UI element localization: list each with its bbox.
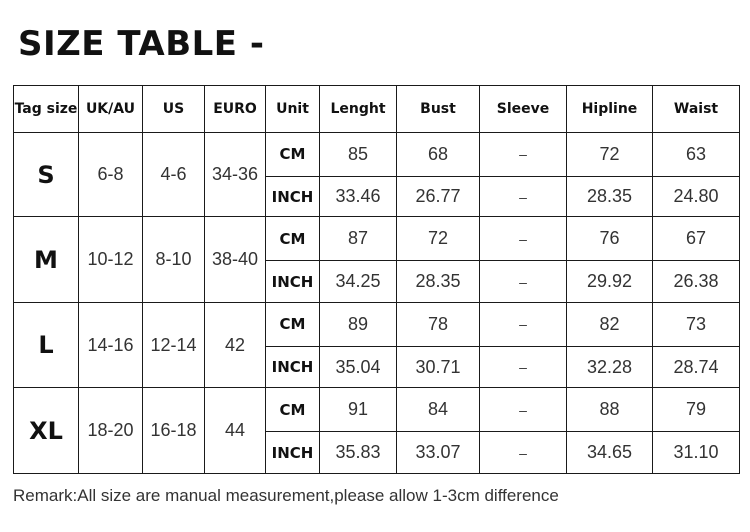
header-lenght: Lenght <box>320 86 397 133</box>
sleeve-value: – <box>480 261 567 303</box>
uk-au-value: 18-20 <box>79 388 143 474</box>
waist-value: 31.10 <box>653 432 740 474</box>
size-table <box>13 85 740 474</box>
lenght-value: 85 <box>320 133 397 177</box>
hipline-value: 88 <box>567 388 653 432</box>
table-row <box>14 133 740 177</box>
header-euro: EURO <box>205 86 266 133</box>
lenght-value: 35.83 <box>320 432 397 474</box>
header-sleeve: Sleeve <box>480 86 567 133</box>
unit-inch: INCH <box>266 176 320 217</box>
hipline-value: 29.92 <box>567 261 653 303</box>
sleeve-value: – <box>480 388 567 432</box>
size-tag: L <box>14 302 79 387</box>
sleeve-value: – <box>480 302 567 346</box>
waist-value: 26.38 <box>653 261 740 303</box>
bust-value: 33.07 <box>397 432 480 474</box>
waist-value: 67 <box>653 217 740 261</box>
waist-value: 24.80 <box>653 176 740 217</box>
bust-value: 84 <box>397 388 480 432</box>
bust-value: 78 <box>397 302 480 346</box>
waist-value: 79 <box>653 388 740 432</box>
header-uk-au: UK/AU <box>79 86 143 133</box>
hipline-value: 34.65 <box>567 432 653 474</box>
uk-au-value: 10-12 <box>79 217 143 302</box>
lenght-value: 89 <box>320 302 397 346</box>
header-tag-size: Tag size <box>14 86 79 133</box>
bust-value: 72 <box>397 217 480 261</box>
lenght-value: 87 <box>320 217 397 261</box>
lenght-value: 33.46 <box>320 176 397 217</box>
table-row <box>14 302 740 346</box>
hipline-value: 28.35 <box>567 176 653 217</box>
size-tag: XL <box>14 388 79 474</box>
unit-inch: INCH <box>266 346 320 388</box>
us-value: 12-14 <box>143 302 205 387</box>
uk-au-value: 6-8 <box>79 133 143 217</box>
bust-value: 28.35 <box>397 261 480 303</box>
us-value: 4-6 <box>143 133 205 217</box>
header-waist: Waist <box>653 86 740 133</box>
size-tag: S <box>14 133 79 217</box>
unit-cm: CM <box>266 217 320 261</box>
euro-value: 38-40 <box>205 217 266 302</box>
waist-value: 28.74 <box>653 346 740 388</box>
lenght-value: 91 <box>320 388 397 432</box>
header-hipline: Hipline <box>567 86 653 133</box>
header-unit: Unit <box>266 86 320 133</box>
waist-value: 63 <box>653 133 740 177</box>
waist-value: 73 <box>653 302 740 346</box>
header-us: US <box>143 86 205 133</box>
unit-cm: CM <box>266 133 320 177</box>
header-bust: Bust <box>397 86 480 133</box>
bust-value: 68 <box>397 133 480 177</box>
unit-inch: INCH <box>266 432 320 474</box>
us-value: 16-18 <box>143 388 205 474</box>
unit-cm: CM <box>266 302 320 346</box>
sleeve-value: – <box>480 346 567 388</box>
sleeve-value: – <box>480 133 567 177</box>
lenght-value: 35.04 <box>320 346 397 388</box>
us-value: 8-10 <box>143 217 205 302</box>
hipline-value: 72 <box>567 133 653 177</box>
sleeve-value: – <box>480 176 567 217</box>
table-row <box>14 388 740 432</box>
sleeve-value: – <box>480 217 567 261</box>
uk-au-value: 14-16 <box>79 302 143 387</box>
table-row <box>14 217 740 261</box>
hipline-value: 76 <box>567 217 653 261</box>
lenght-value: 34.25 <box>320 261 397 303</box>
euro-value: 34-36 <box>205 133 266 217</box>
remark-text: Remark:All size are manual measurement,please allow 1-3cm difference <box>13 486 559 505</box>
page-title: SIZE TABLE - <box>18 24 265 64</box>
sleeve-value: – <box>480 432 567 474</box>
size-tag: M <box>14 217 79 302</box>
unit-cm: CM <box>266 388 320 432</box>
euro-value: 42 <box>205 302 266 387</box>
unit-inch: INCH <box>266 261 320 303</box>
header-row <box>14 86 740 133</box>
euro-value: 44 <box>205 388 266 474</box>
bust-value: 26.77 <box>397 176 480 217</box>
hipline-value: 32.28 <box>567 346 653 388</box>
bust-value: 30.71 <box>397 346 480 388</box>
hipline-value: 82 <box>567 302 653 346</box>
